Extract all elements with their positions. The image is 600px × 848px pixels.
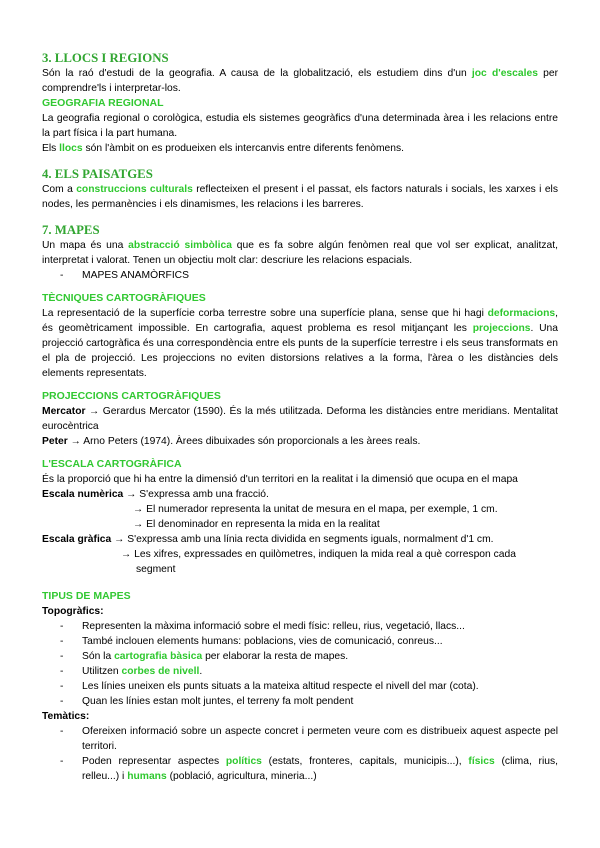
list-item: - Les línies uneixen els punts situats a la mateixa altitud respecte el nivell del mar (cota). xyxy=(60,681,479,692)
list-item: - Poden representar aspectes polítics (estats, fronteres, capitals, municipis...), físics (clima, rius, relleu...) i humans (població, agricultura, mineria...) xyxy=(60,756,558,782)
paragraph: La representació de la superfície corba terrestre sobre una superfície plana, sense que hi hagi deformacions, és geomètricament impossible. En cartografia, aquest problema es resol mitjançant les projeccions. Una projecció cartogràfica és una correspondència entre els punts de la superfície terrestre i els seus transformats en el pla de projecció. Les projeccions no eviten distorsions relatives a la forma, l'àrea o les distàncies dels elements representats. xyxy=(42,308,558,379)
subheading-escala: L'ESCALA CARTOGRÀFICA xyxy=(42,458,182,470)
list-item: - MAPES ANAMÒRFICS xyxy=(60,270,189,281)
label-topografics: Topogràfics: xyxy=(42,606,104,617)
document-page xyxy=(42,50,558,784)
paragraph: Com a construccions culturals reflecteixen el present i el passat, els factors naturals i socials, les xarxes i els nodes, les permanències i els dinamismes, les relacions i les barreres. xyxy=(42,184,558,210)
subheading-projeccions: PROJECCIONS CARTOGRÀFIQUES xyxy=(42,390,221,402)
paragraph: Mercator → Gerardus Mercator (1590). És la més utilitzada. Deforma les distàncies entre meridians. Mentalitat eurocèntrica xyxy=(42,406,558,432)
subheading-tipus: TIPUS DE MAPES xyxy=(42,590,131,602)
highlight: corbes de nivell xyxy=(121,666,200,677)
paragraph: La geografia regional o corològica, estudia els sistemes geogràfics d'una determinada àrea i les relacions entre la part física i la part humana. xyxy=(42,113,558,139)
highlight: físics xyxy=(468,756,495,767)
paragraph: Peter → Arno Peters (1974). Àrees dibuixades són proporcionals a les àrees reals. xyxy=(42,436,421,447)
highlight: deformacions xyxy=(487,308,556,319)
list-item: → El numerador representa la unitat de mesura en el mapa, per exemple, 1 cm. xyxy=(133,504,498,515)
list-item: - Utilitzen corbes de nivell. xyxy=(60,666,203,677)
list-item: - Ofereixen informació sobre un aspecte concret i permeten veure com es distribueix aquest aspecte pel territori. xyxy=(60,726,558,752)
highlight: abstracció simbòlica xyxy=(128,240,232,251)
paragraph: Escala numèrica → S'expressa amb una fracció. xyxy=(42,489,269,500)
highlight: cartografia bàsica xyxy=(114,651,203,662)
section-title-mapes: 7. MAPES xyxy=(42,223,100,237)
label-tematics: Temàtics: xyxy=(42,711,90,722)
highlight: humans xyxy=(127,771,167,782)
list-item: - Són la cartografia bàsica per elaborar la resta de mapes. xyxy=(60,651,349,662)
subheading-tecniques: TÈCNIQUES CARTOGRÀFIQUES xyxy=(42,292,206,304)
section-title-llocs-regions: 3. LLOCS I REGIONS xyxy=(42,51,169,65)
highlight: joc d'escales xyxy=(471,68,538,79)
subheading-geografia-regional: GEOGRAFIA REGIONAL xyxy=(42,97,164,109)
list-item: → El denominador en representa la mida en la realitat xyxy=(133,519,380,530)
highlight: polítics xyxy=(225,756,262,767)
paragraph: Són la raó d'estudi de la geografia. A causa de la globalització, els estudiem dins d'un joc d'escales per comprendre'ls i interpretar-los. xyxy=(42,68,558,94)
paragraph: Els llocs són l'àmbit on es produeixen els intercanvis entre diferents fenòmens. xyxy=(42,143,404,154)
highlight: projeccions xyxy=(472,323,531,334)
paragraph: Escala gràfica → S'expressa amb una línia recta dividida en segments iguals, normalment d'1 cm. xyxy=(42,534,494,545)
list-item: - Representen la màxima informació sobre el medi físic: relleu, rius, vegetació, llacs... xyxy=(60,621,465,632)
list-item: segment xyxy=(136,564,176,575)
highlight: llocs xyxy=(59,143,83,154)
list-item: - Quan les línies estan molt juntes, el terreny fa molt pendent xyxy=(60,696,354,707)
highlight: construccions culturals xyxy=(76,184,193,195)
list-item: → Les xifres, expressades en quilòmetres, indiquen la mida real a què correspon cada xyxy=(121,549,516,560)
paragraph: Un mapa és una abstracció simbòlica que es fa sobre algún fenòmen real que vol ser explicat, analitzat, interpretat i valorat. Tenen un objectiu molt clar: descriure les relacions espacials. xyxy=(42,240,558,266)
section-title-paisatges: 4. ELS PAISATGES xyxy=(42,167,153,181)
list-item: - També inclouen elements humans: poblacions, vies de comunicació, conreus... xyxy=(60,636,443,647)
paragraph: És la proporció que hi ha entre la dimensió d'un territori en la realitat i la dimensió que ocupa en el mapa xyxy=(42,474,518,485)
